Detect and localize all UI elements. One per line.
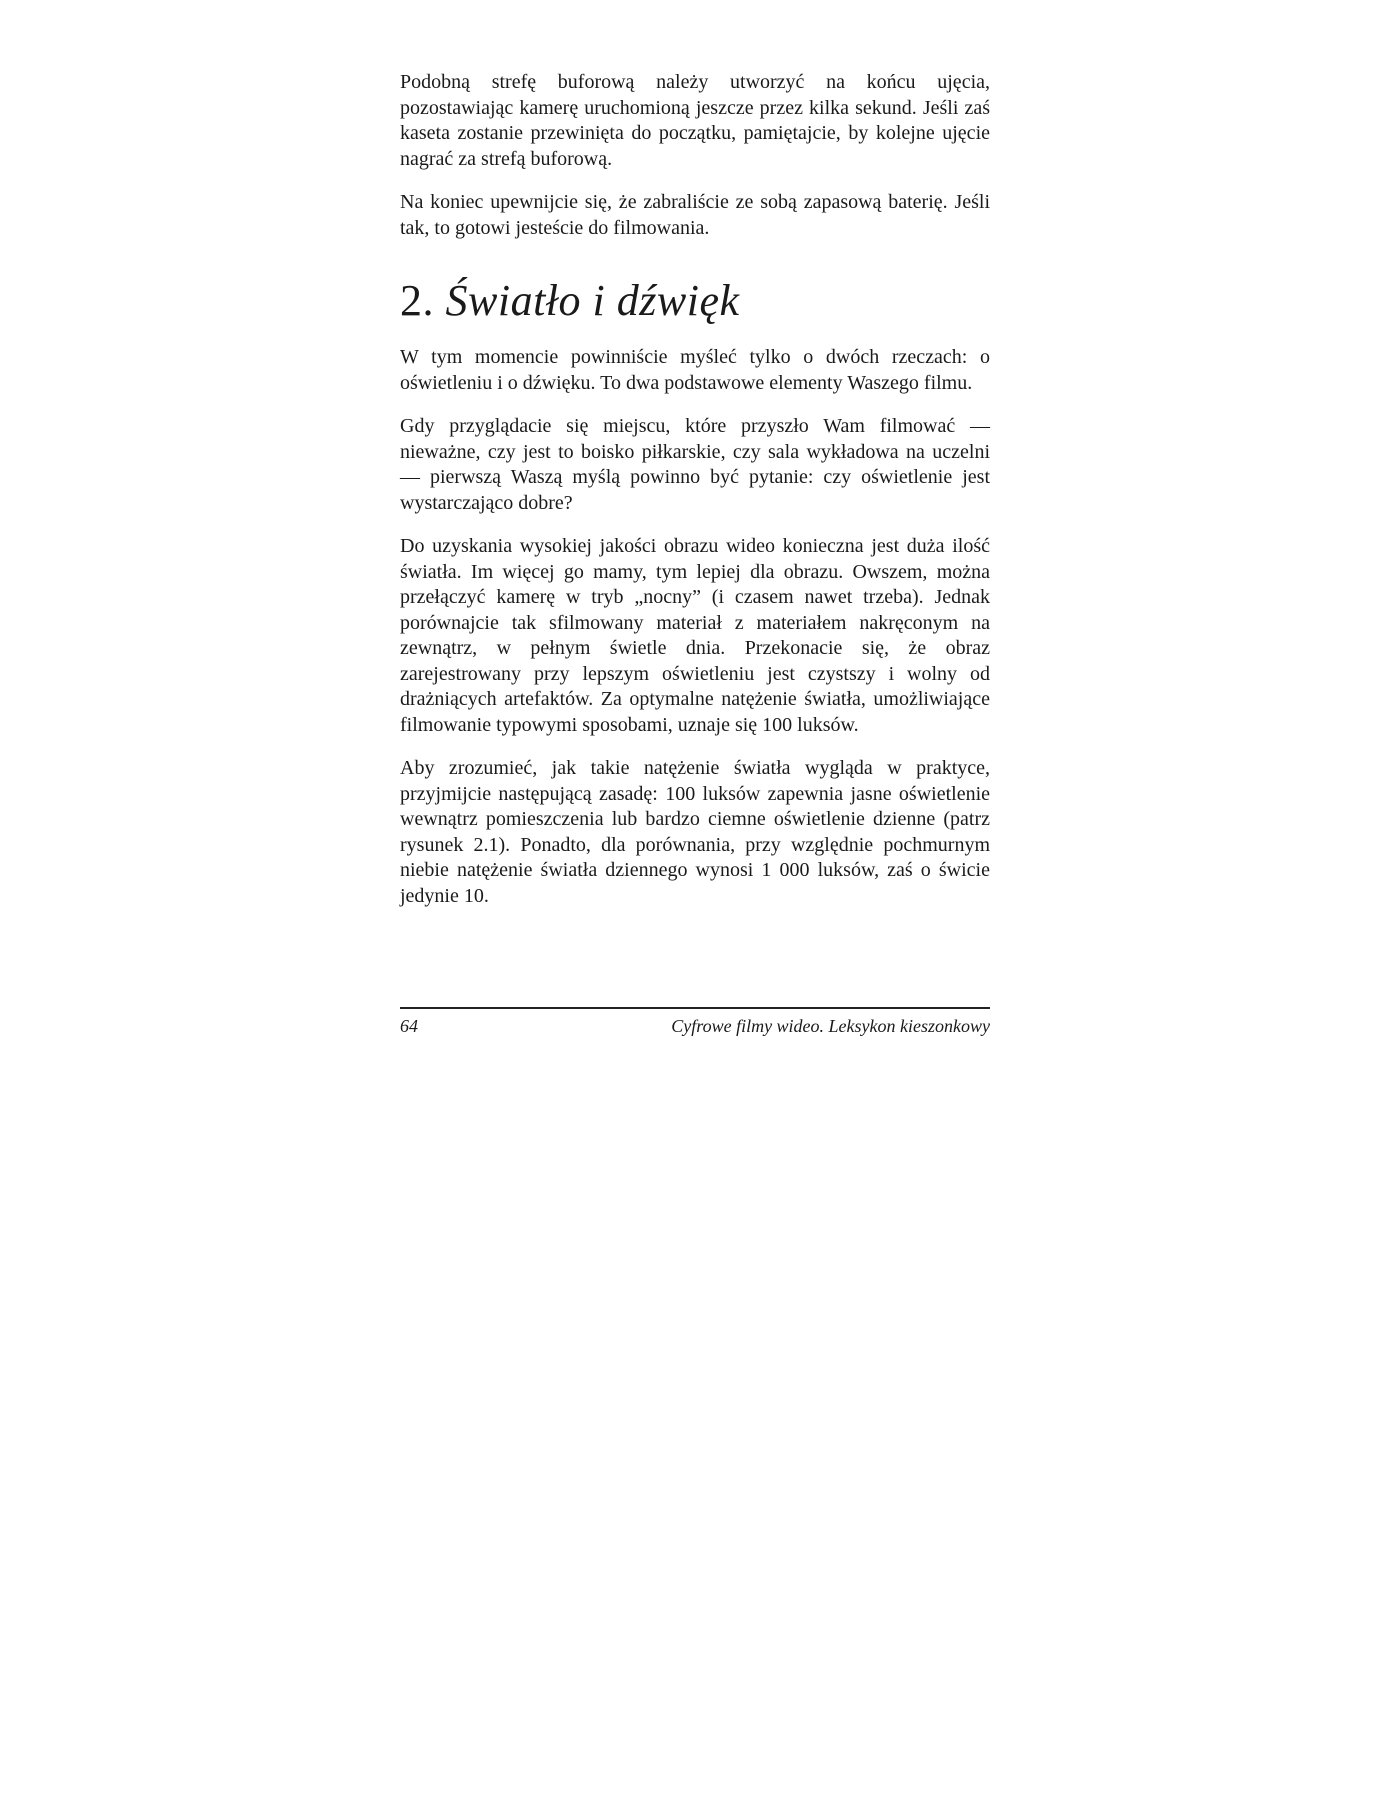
- paragraph: Na koniec upewnijcie się, że zabraliście ze sobą zapasową baterię. Jeśli tak, to gotowi jesteście do filmowania.: [400, 191, 990, 239]
- paragraph: Aby zrozumieć, jak takie natężenie światła wygląda w praktyce, przyjmijcie następującą zasadę: 100 luksów zapewnia jasne oświetlenie wewnątrz pomieszczenia lub bardzo ciemne oświetlenie dzienne (patrz rysunek 2.1). Ponadto, dla porównania, przy względnie pochmurnym niebie natężenie światła dziennego wynosi 1 000 luksów, zaś o świcie jedynie 10.: [400, 757, 990, 907]
- chapter-title: Światło i dźwięk: [445, 276, 740, 325]
- chapter-heading: [400, 275, 990, 327]
- paragraph: Gdy przyglądacie się miejscu, które przyszło Wam filmować — nieważne, czy jest to boisko piłkarskie, czy sala wykładowa na uczelni — pierwszą Waszą myślą powinno być pytanie: czy oświetlenie jest wystarczająco dobre?: [400, 415, 990, 514]
- running-title: Cyfrowe filmy wideo. Leksykon kieszonkowy: [671, 1016, 990, 1036]
- page-content: [400, 70, 990, 927]
- chapter-number: 2.: [400, 276, 434, 325]
- page-number: 64: [400, 1016, 418, 1036]
- paragraph: Do uzyskania wysokiej jakości obrazu wideo konieczna jest duża ilość światła. Im więcej go mamy, tym lepiej dla obrazu. Owszem, można przełączyć kamerę w tryb „nocny” (i czasem nawet trzeba). Jednak porównajcie tak sfilmowany materiał z materiałem nakręconym na zewnątrz, w pełnym świetle dnia. Przekonacie się, że obraz zarejestrowany przy lepszym oświetleniu jest czystszy i wolny od drażniących artefaktów. Za optymalne natężenie światła, umożliwiające filmowanie typowymi sposobami, uznaje się 100 luksów.: [400, 535, 990, 736]
- paragraph: Podobną strefę buforową należy utworzyć na końcu ujęcia, pozostawiając kamerę uruchomioną jeszcze przez kilka sekund. Jeśli zaś kaseta zostanie przewinięta do początku, pamiętajcie, by kolejne ujęcie nagrać za strefą buforową.: [400, 71, 990, 170]
- footer-divider: [400, 1007, 990, 1009]
- page-footer: [400, 1014, 990, 1038]
- paragraph: W tym momencie powinniście myśleć tylko o dwóch rzeczach: o oświetleniu i o dźwięku. To dwa podstawowe elementy Waszego filmu.: [400, 346, 990, 394]
